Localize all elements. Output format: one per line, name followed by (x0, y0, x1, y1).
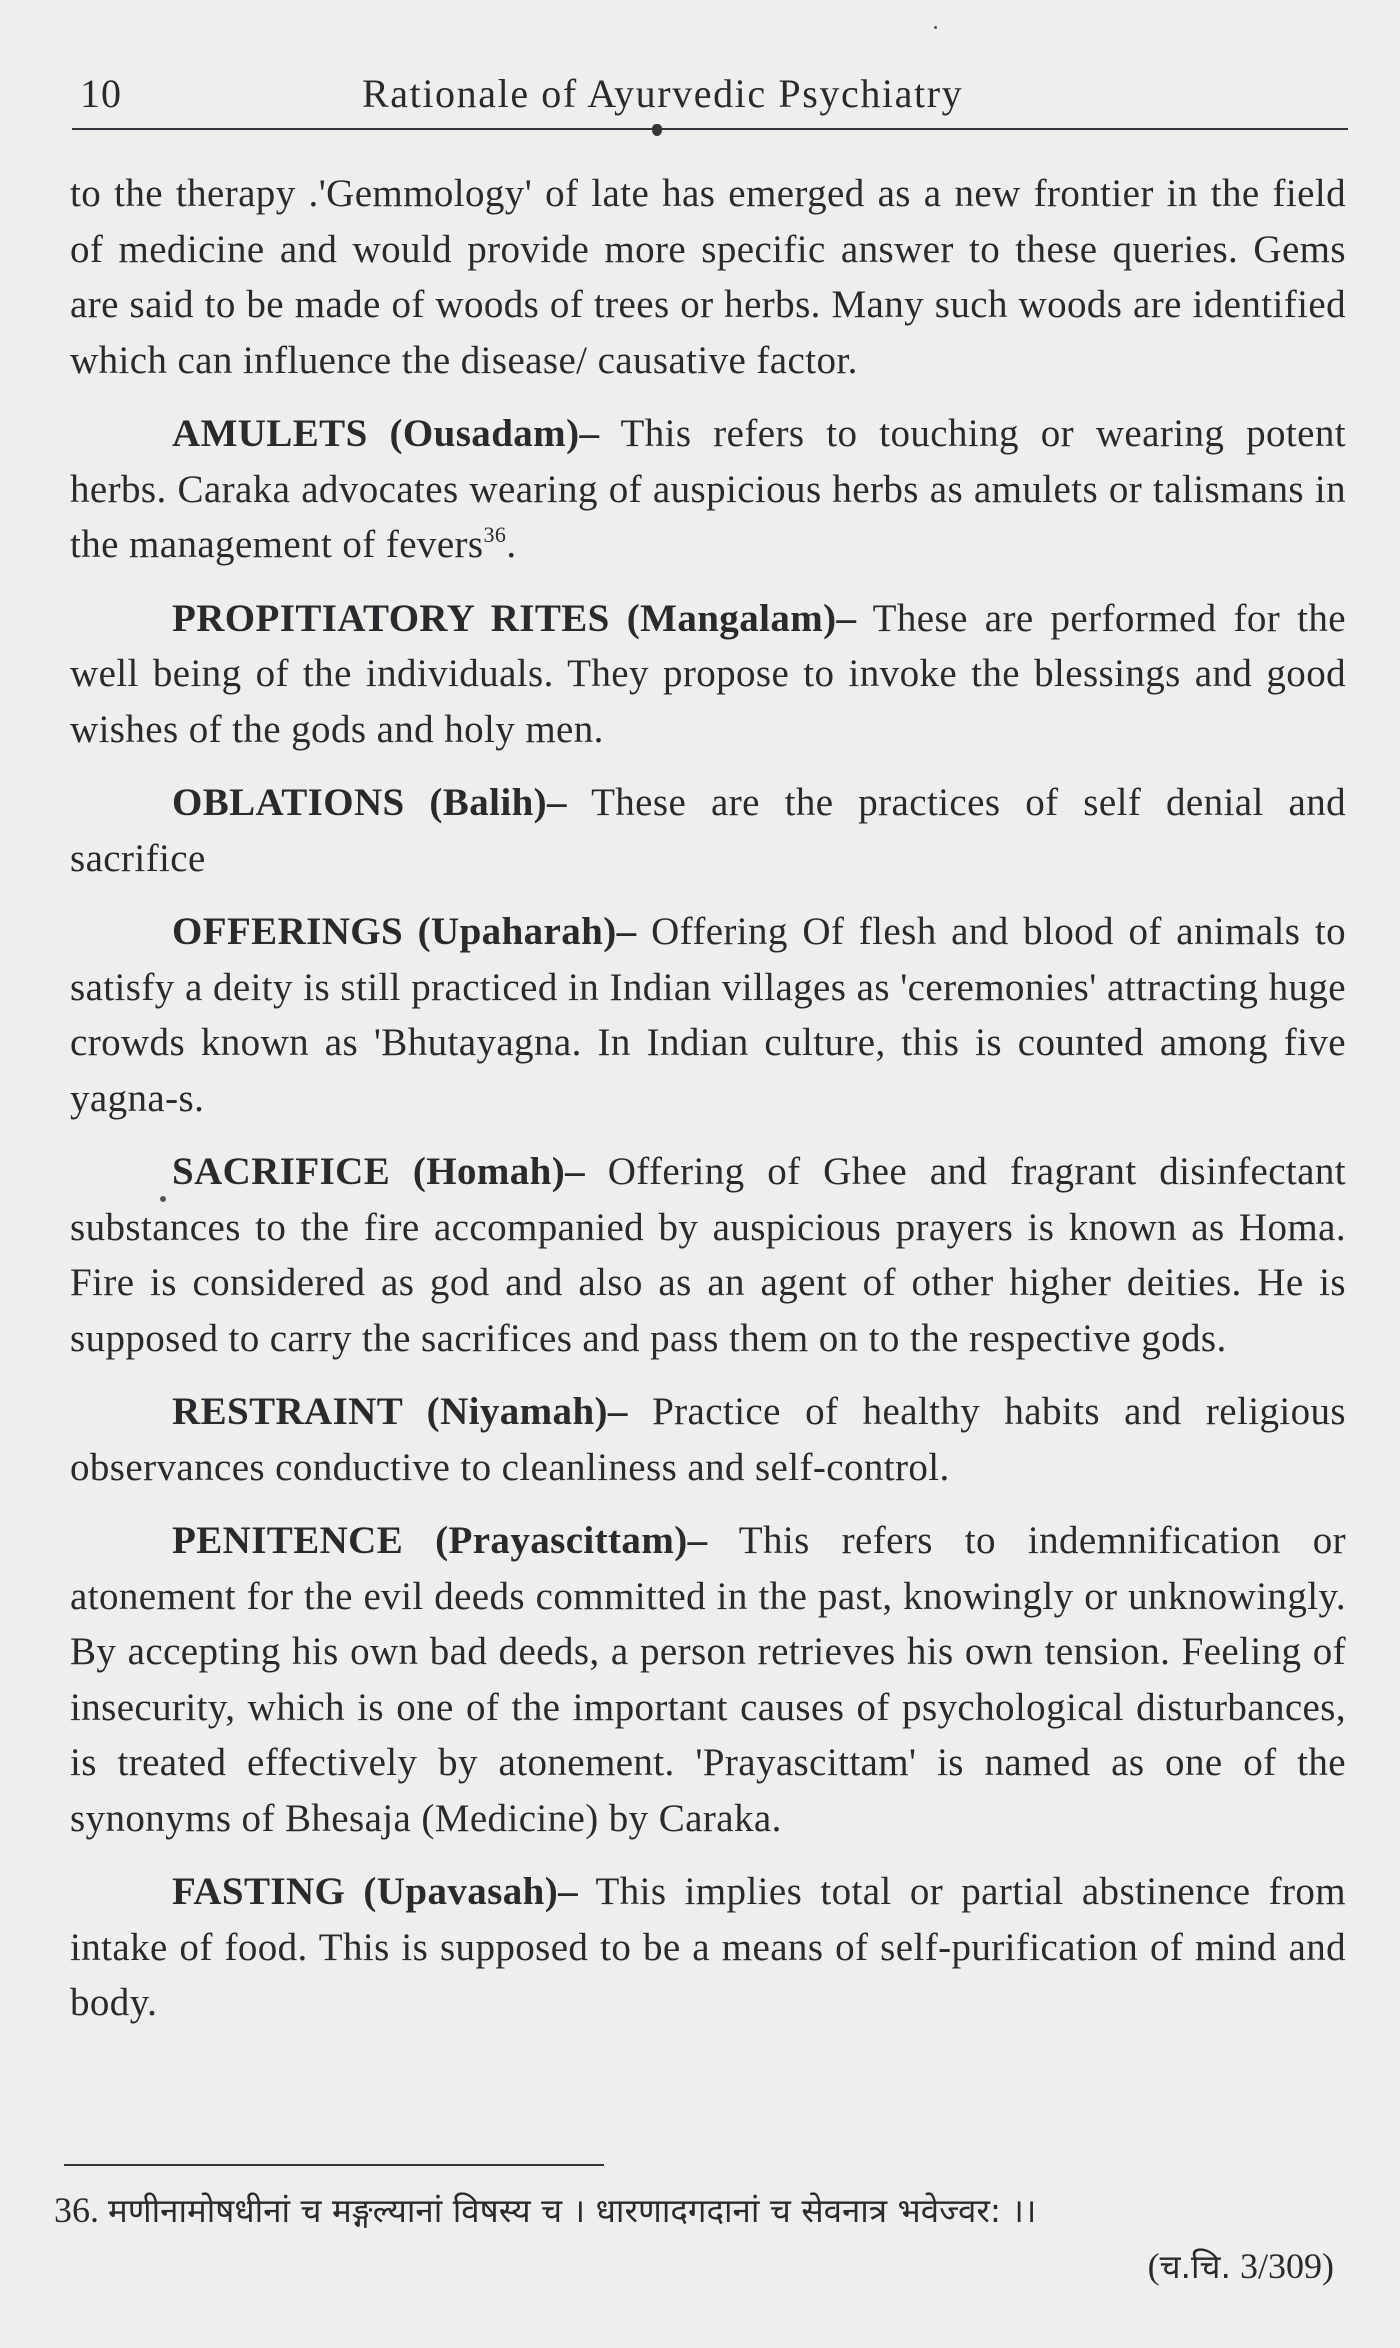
entry-text: Practice of healthy habits and religious observances conductive to cleanliness and self-control. (70, 1390, 1347, 1489)
footnote-number: 36. (54, 2190, 99, 2230)
entry-text: This refers to touching or wearing potent herbs. Caraka advocates wearing of auspicious herbs as amulets or talismans in the management of fevers (70, 412, 1346, 566)
page-number: 10 (80, 71, 122, 116)
entry-text: Offering Of flesh and blood of animals to satisfy a deity is still practiced in Indian villages as 'ceremonies' attracting huge crowds known as 'Bhutayagna. In Indian culture, this is counted among five yagna-s. (70, 910, 1346, 1120)
footnote-reference: 36 (483, 522, 507, 547)
footnote (54, 2186, 1344, 2286)
footnote-rule (64, 2164, 604, 2166)
entry-term: SACRIFICE (Homah)– (172, 1150, 586, 1193)
ink-speck (160, 1196, 166, 1202)
footnote-citation (1148, 2242, 1334, 2291)
entry-tail: . (506, 523, 517, 566)
entry-sacrifice (70, 1144, 1346, 1366)
entry-term: OFFERINGS (Upaharah)– (172, 910, 637, 953)
entry-offerings (70, 904, 1346, 1126)
entry-term: AMULETS (Ousadam)– (172, 412, 600, 455)
entry-term: RESTRAINT (Niyamah)– (172, 1390, 628, 1433)
entry-amulets (70, 406, 1346, 573)
ink-speck (934, 26, 937, 29)
entry-term: PENITENCE (Prayascittam)– (172, 1519, 708, 1562)
header-rule (72, 128, 1348, 130)
entry-term: OBLATIONS (Balih)– (172, 781, 567, 824)
entry-term: FASTING (Upavasah)– (172, 1870, 579, 1913)
entry-term: PROPITIATORY RITES (Mangalam)– (172, 596, 857, 640)
running-title: Rationale of Ayurvedic Psychiatry (362, 71, 964, 116)
footnote-verse: मणीनामोषधीनां च मङ्गल्यानां विषस्य च । धारणादगदानां च सेवनात्र भवेज्वर: ।। (108, 2191, 1037, 2230)
entry-restraint (70, 1384, 1346, 1495)
running-head (72, 64, 1348, 124)
entry-propitiatory-rites (70, 591, 1346, 758)
entry-text: This implies total or partial abstinence from intake of food. This is supposed to be a means of self-purification of mind and body. (70, 1870, 1346, 2024)
citation-source: च.चि. (1159, 2247, 1231, 2286)
intro-paragraph: to the therapy .'Gemmology' of late has emerged as a new frontier in the field of medicine and would provide more specific answer to these queries. Gems are said to be made of woods of trees or herbs. Many such woods are identified which can influence the disease/ causative factor. (70, 172, 1346, 382)
body-text (70, 166, 1346, 2031)
citation-open: ( (1147, 2246, 1160, 2286)
entry-penitence (70, 1513, 1346, 1846)
entry-oblations (70, 775, 1346, 886)
entry-text: This refers to indemnification or atonement for the evil deeds committed in the past, knowingly or unknowingly. By accepting his own bad deeds, a person retrieves his own tension. Feeling of insecurity, which is one of the important causes of psychological disturbances, is treated effectively by atonement. 'Prayascittam' is named as one of the synonyms of Bhesaja (Medicine) by Caraka. (70, 1519, 1347, 1840)
citation-location: 3/309) (1231, 2246, 1334, 2286)
entry-fasting (70, 1864, 1346, 2031)
entry-text: These are performed for the well being of the individuals. They propose to invoke the blessings and good wishes of the gods and holy men. (70, 596, 1346, 751)
entry-text: These are the practices of self denial and sacrifice (70, 781, 1347, 880)
entry-text: Offering of Ghee and fragrant disinfectant substances to the fire accompanied by auspicious prayers is known as Homa. Fire is considered as god and also as an agent of other higher deities. He is supposed to carry the sacrifices and pass them on to the respective gods. (70, 1150, 1347, 1360)
header-ink-dot (652, 124, 662, 136)
